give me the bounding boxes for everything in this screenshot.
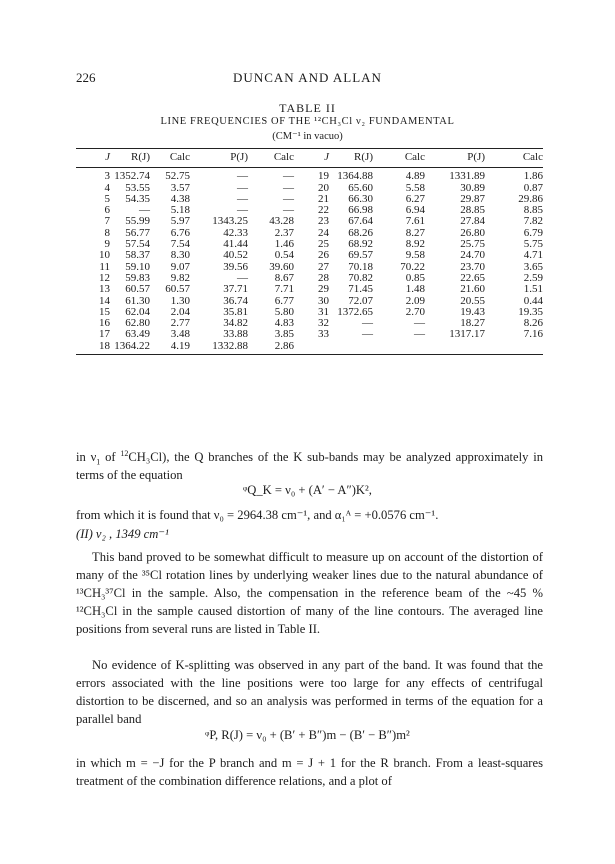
table-cell: 16 [99, 317, 110, 330]
table-cell: 43.28 [269, 215, 294, 228]
table-cell: — [237, 204, 248, 217]
table-cell: 28 [318, 271, 329, 284]
table-cell: 1364.22 [110, 341, 150, 355]
table-cell: 1332.88 [190, 341, 248, 355]
table-cell: 4.38 [170, 192, 190, 205]
table-cell: 25 [318, 238, 329, 251]
table-cell: 6.94 [405, 204, 425, 217]
table-cell: 18.27 [460, 317, 485, 330]
table-cell: 17 [99, 328, 110, 341]
table-cell: — [414, 317, 425, 330]
table-cell: 10 [99, 249, 110, 262]
table-cell: 0.44 [523, 294, 543, 307]
table-cell: 2.86 [248, 341, 294, 355]
table-cell: 19.43 [460, 305, 485, 318]
table-cell: 3.48 [170, 328, 190, 341]
table-cell [294, 341, 329, 355]
line-frequency-table [76, 148, 543, 355]
table-cell: 2.04 [170, 305, 190, 318]
table-cell: 54.35 [125, 192, 150, 205]
p1-sub: 1 [96, 457, 101, 467]
table-cell: 39.60 [269, 260, 294, 273]
table-units: (CM⁻¹ in vacuo) [272, 131, 343, 142]
table-cell: 1317.17 [449, 328, 485, 341]
table-cell: 66.30 [348, 192, 373, 205]
col-header: P(J) [190, 149, 248, 168]
table-cell: 66.98 [348, 204, 373, 217]
table-cell: 9.82 [170, 271, 190, 284]
col-header: P(J) [425, 149, 485, 168]
table-cell: 0.87 [523, 181, 543, 194]
table-cell: 5.58 [405, 181, 425, 194]
table-cell: 1.46 [274, 238, 294, 251]
table-title: LINE FREQUENCIES OF THE ¹²CH₃Cl ν₂ FUNDAMENTAL [160, 116, 455, 127]
table-cell: 6.76 [170, 226, 190, 239]
table-cell: 1.86 [523, 170, 543, 183]
table-cell: 7.61 [405, 215, 425, 228]
p1-text-c: CH₃Cl), the Q branches of the K sub-bands may be analyzed approximately in terms of the equation [76, 450, 543, 482]
table-cell: 22 [318, 204, 329, 217]
table-cell: 7 [104, 215, 110, 228]
table-cell: — [237, 192, 248, 205]
table-cell: 3.57 [170, 181, 190, 194]
table-cell: 70.22 [400, 260, 425, 273]
table-cell: 2.59 [523, 271, 543, 284]
table-cell: 68.92 [348, 238, 373, 251]
col-header: Calc [248, 149, 294, 168]
table-cell: 0.54 [274, 249, 294, 262]
table-cell: 27.84 [460, 215, 485, 228]
table-header-row [76, 149, 543, 168]
equation-parallel-band: ᵠP, R(J) = ν₀ + (B′ + B″)m − (B′ − B″)m² [205, 728, 410, 742]
table-cell: 23.70 [460, 260, 485, 273]
table-number: TABLE II [279, 101, 336, 115]
table-cell: 7.71 [274, 283, 294, 296]
table-cell: 69.57 [348, 249, 373, 262]
table-cell: 1352.74 [114, 170, 150, 183]
table-cell: 22.65 [460, 271, 485, 284]
table-cell: 55.99 [125, 215, 150, 228]
table-cell: — [237, 170, 248, 183]
table-cell: 53.55 [125, 181, 150, 194]
table-cell: 26 [318, 249, 329, 262]
table-cell: 32 [318, 317, 329, 330]
col-header: Calc [373, 149, 425, 168]
table-cell: 8.26 [523, 317, 543, 330]
page-number: 226 [76, 70, 96, 85]
table-cell: 29.86 [518, 192, 543, 205]
table-cell [425, 341, 485, 355]
table-cell: 52.75 [165, 170, 190, 183]
table-cell: 3 [104, 170, 110, 183]
table-cell: — [283, 181, 294, 194]
table-cell: 8.92 [405, 238, 425, 251]
table-cell: 70.18 [348, 260, 373, 273]
table-cell: — [414, 328, 425, 341]
paragraph-result: from which it is found that ν₀ = 2964.38 cm⁻¹, and α₁ᴬ = +0.0576 cm⁻¹. [76, 508, 439, 522]
table-cell: 42.33 [223, 226, 248, 239]
col-header: Calc [485, 149, 543, 168]
table-cell: 56.77 [125, 226, 150, 239]
table-cell: 30.89 [460, 181, 485, 194]
table-cell: 2.37 [274, 226, 294, 239]
table-cell: 35.81 [223, 305, 248, 318]
col-header: J [76, 149, 110, 168]
table-cell: 3.85 [274, 328, 294, 341]
table-cell: 5.97 [170, 215, 190, 228]
running-head: DUNCAN AND ALLAN [233, 70, 382, 85]
table-cell: 12 [99, 271, 110, 284]
table-cell: 68.26 [348, 226, 373, 239]
p1-text-b: of [100, 450, 121, 464]
table-cell: 60.57 [125, 283, 150, 296]
table-cell: 4.83 [274, 317, 294, 330]
table-cell: — [237, 181, 248, 194]
section-heading: (II) ν₂ , 1349 cm⁻¹ [76, 527, 169, 541]
table-cell: 29 [318, 283, 329, 296]
table-cell: 2.77 [170, 317, 190, 330]
table-cell: 9.07 [170, 260, 190, 273]
table-cell: 14 [99, 294, 110, 307]
table-cell: 1372.65 [337, 305, 373, 318]
table-cell: 6.27 [405, 192, 425, 205]
paragraph-k-splitting: No evidence of K-splitting was observed in any part of the band. It was found that the errors associated with the line positions were too large for any effects of centrifugal distortion to be discerned, and so an analysis was performed in terms of the equation for a parallel band [76, 658, 543, 726]
table-cell: 8.67 [274, 271, 294, 284]
table-cell: 24 [318, 226, 329, 239]
table-cell: — [283, 170, 294, 183]
table-cell: 19 [318, 170, 329, 183]
table-cell: 1343.25 [212, 215, 248, 228]
p1-sup: 12 [120, 448, 129, 458]
col-header: R(J) [329, 149, 373, 168]
table-cell: 36.74 [223, 294, 248, 307]
table-row [76, 341, 543, 355]
table-cell: 8.85 [523, 204, 543, 217]
table-cell: 29.87 [460, 192, 485, 205]
table-cell: 33 [318, 328, 329, 341]
table-cell: 5.75 [523, 238, 543, 251]
table-cell: 20 [318, 181, 329, 194]
table-row [76, 168, 543, 183]
table-cell: 9 [104, 238, 110, 251]
table-cell: 1.51 [523, 283, 543, 296]
table-cell: 5 [104, 192, 110, 205]
table-cell: 59.10 [125, 260, 150, 273]
table-cell: 26.80 [460, 226, 485, 239]
table-cell: — [283, 204, 294, 217]
table-cell: 61.30 [125, 294, 150, 307]
table-cell: — [139, 204, 150, 217]
table-cell: 41.44 [223, 238, 248, 251]
table-cell: 62.04 [125, 305, 150, 318]
table-cell: 0.85 [405, 271, 425, 284]
table-cell: 1331.89 [449, 170, 485, 183]
table-cell: 24.70 [460, 249, 485, 262]
table-cell: 7.16 [523, 328, 543, 341]
table-cell: 4.19 [150, 341, 190, 355]
table-cell: — [362, 317, 373, 330]
table-cell: 8 [104, 226, 110, 239]
table-cell: 37.71 [223, 283, 248, 296]
table-cell: 63.49 [125, 328, 150, 341]
table-cell: 9.58 [405, 249, 425, 262]
table-cell: 33.88 [223, 328, 248, 341]
paragraph-band-difficulty: This band proved to be somewhat difficult to measure up on account of the distortion of many of the ³⁵Cl rotation lines by underlying weaker lines due to the natural abundance of ¹³CH₃³⁷Cl in the sample. Also, the compensation in the reference beam of the ~45 % ¹²CH₃Cl in the sample caused distortion of many of the line contours. The averaged line positions from several runs are listed in Table II. [76, 550, 543, 636]
table-cell: 65.60 [348, 181, 373, 194]
table-cell: 31 [318, 305, 329, 318]
table-cell: 1364.88 [337, 170, 373, 183]
table-cell: 23 [318, 215, 329, 228]
col-header: J [294, 149, 329, 168]
table-cell: 15 [99, 305, 110, 318]
paragraph-continuation [76, 448, 543, 484]
table-cell: 58.37 [125, 249, 150, 262]
col-header: Calc [150, 149, 190, 168]
table-cell: — [283, 192, 294, 205]
paragraph-final: in which m = −J for the P branch and m = J + 1 for the R branch. From a least-squares treatment of the combination difference relations, and a plot of [76, 756, 543, 788]
table-cell: 1.30 [170, 294, 190, 307]
table-cell: 34.82 [223, 317, 248, 330]
table-row [76, 284, 543, 295]
table-cell: 25.75 [460, 238, 485, 251]
table-cell: 6 [104, 204, 110, 217]
table-cell: 67.64 [348, 215, 373, 228]
table-cell: 21 [318, 192, 329, 205]
table-cell: 70.82 [348, 271, 373, 284]
table-cell: 59.83 [125, 271, 150, 284]
table-cell [373, 341, 425, 355]
table-cell: 13 [99, 283, 110, 296]
p1-text-a: in ν [76, 450, 97, 464]
table-row [76, 250, 543, 261]
table-cell: 40.52 [223, 249, 248, 262]
table-cell: 60.57 [165, 283, 190, 296]
table-cell: 4.71 [523, 249, 543, 262]
table-cell [329, 341, 373, 355]
table-cell: 39.56 [223, 260, 248, 273]
table-cell: 2.70 [405, 305, 425, 318]
table-cell: 6.79 [523, 226, 543, 239]
table-cell: 11 [99, 260, 110, 273]
table-cell: 7.54 [170, 238, 190, 251]
table-cell: 57.54 [125, 238, 150, 251]
col-header: R(J) [110, 149, 150, 168]
table-cell: 30 [318, 294, 329, 307]
table-cell: 7.82 [523, 215, 543, 228]
table-cell: 20.55 [460, 294, 485, 307]
page-header [76, 70, 539, 86]
table-cell: 28.85 [460, 204, 485, 217]
table-cell: 2.09 [405, 294, 425, 307]
table-cell: 62.80 [125, 317, 150, 330]
table-cell: 3.65 [523, 260, 543, 273]
table-cell: 71.45 [348, 283, 373, 296]
table-cell [485, 341, 543, 355]
table-cell: 8.27 [405, 226, 425, 239]
table-cell: 1.48 [405, 283, 425, 296]
table-cell: 5.80 [274, 305, 294, 318]
table-cell: 4 [104, 181, 110, 194]
table-cell: — [237, 271, 248, 284]
table-cell: 4.89 [405, 170, 425, 183]
table-cell: 21.60 [460, 283, 485, 296]
equation-q-branch: ᵠQ_K = ν₀ + (A′ − A″)K², [243, 483, 372, 497]
table-cell: 8.30 [170, 249, 190, 262]
table-cell: 72.07 [348, 294, 373, 307]
table-cell: 5.18 [170, 204, 190, 217]
table-cell: 18 [76, 341, 110, 355]
table-cell: 27 [318, 260, 329, 273]
table-cell: — [362, 328, 373, 341]
table-cell: 19.35 [518, 305, 543, 318]
table-cell: 6.77 [274, 294, 294, 307]
